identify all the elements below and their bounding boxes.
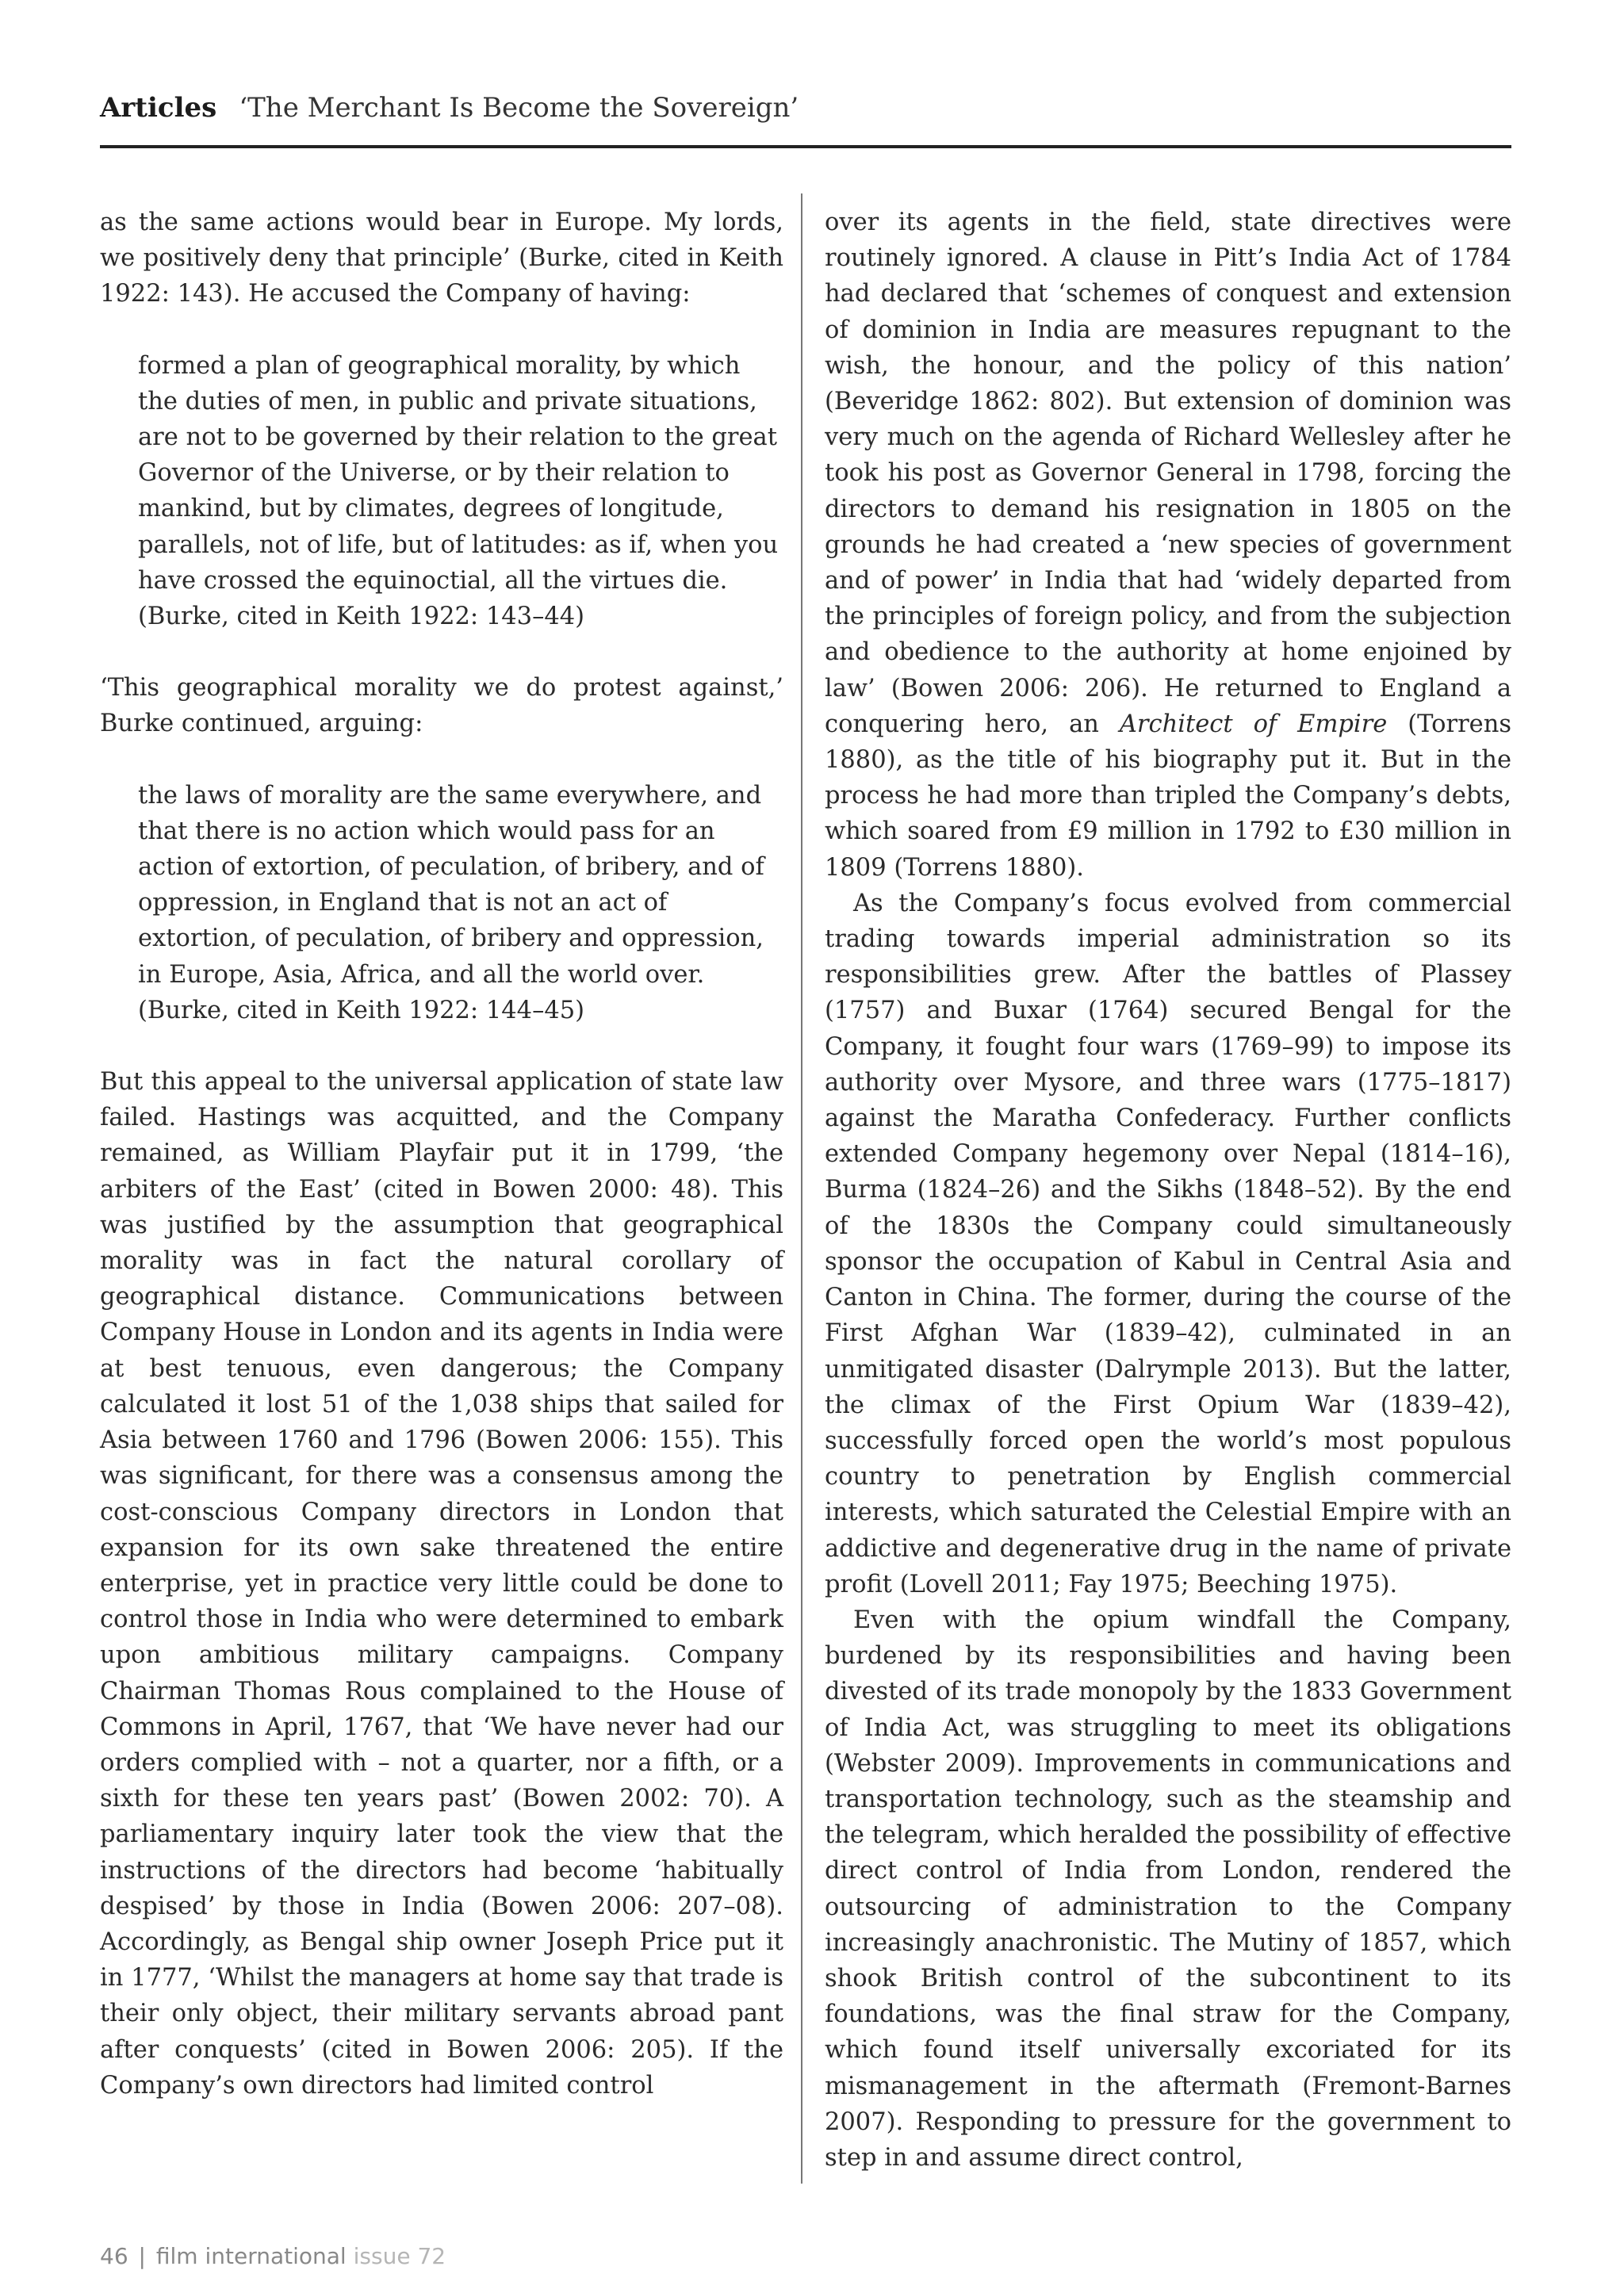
page-footer [100,2242,446,2271]
block-quote: formed a plan of geographical morality, by which the duties of men, in public and private situations, are not to be governed by their relation to the great Governor of the Universe, or by their relation to mankind, but by climates, degrees of longitude, parallels, not of life, but of latitudes: as if, when you have crossed the equinoctial, all the virtues die. (Burke, cited in Keith 1922: 143–44) [138,351,779,631]
article-title: ‘The Merchant Is Become the Sovereign’ [239,92,799,124]
paragraph: As the Company’s focus evolved from commercial trading towards imperial administration so its responsibilities grew. After the battles of Plassey (1757) and Buxar (1764) secured Bengal for the Company, it fought four wars (1769–99) to impose its authority over Mysore, and three wars (1775–1817) against the Maratha Confederacy. Further conflicts extended Company hegemony over Nepal (1814–16), Burma (1824–26) and the Sikhs (1848–52). By the end of the 1830s the Company could simultaneously sponsor the occupation of Kabul in Central Asia and Canton in China. The former, during the course of the First Afghan War (1839–42), culminated in an unmitigated disaster (Dalrymple 2013). But the latter, the climax of the First Opium War (1839–42), successfully forced open the world’s most populous country to penetration by English commercial interests, which saturated the Celestial Empire with an addictive and degenerative drug in the name of private profit (Lovell 2011; Fay 1975; Beeching 1975). [825,889,1511,1598]
header-rule [100,145,1511,148]
left-column [100,205,783,2104]
issue-label: issue 72 [353,2243,446,2269]
block-quote: the laws of morality are the same everywhere, and that there is no action which would pass for an action of extortion, of peculation, of bribery, and of oppression, in England that is not an act of extortion, of peculation, of bribery and oppression, in Europe, Asia, Africa, and all the world over. (Burke, cited in Keith 1922: 144–45) [138,781,764,1024]
section-label: Articles [100,92,217,124]
paragraph-text: (Torrens 1880), as the title of his biography put it. But in the process he had more than tripled the Company’s debts, which soared from £9 million in 1792 to £30 million in 1809 (Torrens 1880). [825,710,1511,882]
running-header [100,89,1511,127]
paragraph [825,205,1511,886]
publication-name: film international [155,2243,347,2269]
paragraph: ‘This geographical morality we do protest against,’ Burke continued, arguing: [100,674,783,738]
page-number: 46 [100,2243,128,2269]
paragraph: as the same actions would bear in Europe. My lords, we positively deny that principle’ (Burke, cited in Keith 1922: 143). He accused the Company of having: [100,209,783,308]
paragraph: Even with the opium windfall the Company, burdened by its responsibilities and having been divested of its trade monopoly by the 1833 Government of India Act, was struggling to meet its obligations (Webster 2009). Improvements in communications and transportation technology, such as the steamship and the telegram, which heralded the possibility of effective direct control of India from London, rendered the outsourcing of administration to the Company increasingly anachronistic. The Mutiny of 1857, which shook British control of the subcontinent to its foundations, was the final straw for the Company, which found itself universally excoriated for its mismanagement in the aftermath (Fremont-Barnes 2007). Responding to pressure for the government to step in and assume direct control, [825,1606,1511,2172]
column-divider [801,193,802,2184]
paragraph: But this appeal to the universal application of state law failed. Hastings was acquitted, and the Company remained, as William Playfair put it in 1799, ‘the arbiters of the East’ (cited in Bowen 2000: 48). This was justified by the assumption that geographical morality was in fact the natural corollary of geographical distance. Communications between Company House in London and its agents in India were at best tenuous, even dangerous; the Company calculated it lost 51 of the 1,038 ships that sailed for Asia between 1760 and 1796 (Bowen 2006: 155). This was significant, for there was a consensus among the cost-conscious Company directors in London that expansion for its own sake threatened the entire enterprise, yet in practice very little could be done to control those in India who were determined to embark upon ambitious military campaigns. Company Chairman Thomas Rous complained to the House of Commons in April, 1767, that ‘We have never had our orders complied with – not a quarter, nor a fifth, or a sixth for these ten years past’ (Bowen 2002: 70). A parliamentary inquiry later took the view that the instructions of the directors had become ‘habitually despised’ by those in India (Bowen 2006: 207–08). Accordingly, as Bengal ship owner Joseph Price put it in 1777, ‘Whilst the managers at home say that trade is their only object, their military servants abroad pant after conquests’ (cited in Bowen 2006: 205). If the Company’s own directors had limited control [100,1068,783,2100]
right-column [825,205,1511,2176]
footer-separator: | [138,2243,146,2269]
paragraph-text: over its agents in the field, state directives were routinely ignored. A clause in Pitt’s India Act of 1784 had declared that ‘schemes of conquest and extension of dominion in India are measures repugnant to the wish, the honour, and the policy of this nation’ (Beveridge 1862: 802). But extension of dominion was very much on the agenda of Richard Wellesley after he took his post as Governor General in 1798, forcing the directors to demand his resignation in 1805 on the grounds he had created a ‘new species of government and of power’ in India that had ‘widely departed from the principles of foreign policy, and from the subjection and obedience to the authority at home enjoined by law’ (Bowen 2006: 206). He returned to England a conquering hero, an [825,209,1511,738]
book-title: Architect of Empire [1119,710,1388,738]
